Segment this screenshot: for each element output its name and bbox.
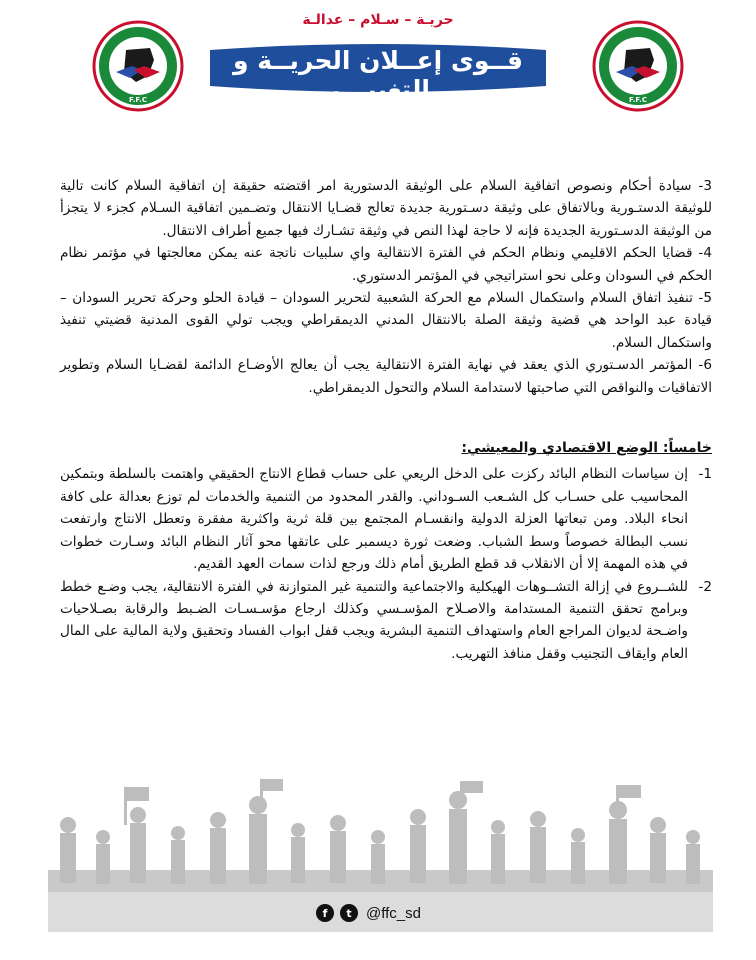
logo-text: F.F.C — [129, 96, 147, 104]
ffc-logo-left — [92, 20, 184, 112]
social-links — [316, 903, 421, 923]
paragraph-6: 6- المؤتمر الدسـتوري الذي يعقد في نهاية الفترة الانتقالية يجب أن يعالج الأوضـاع الدائمة لقضـايا السلام وتطوير الاتفاقيات والنواقص التي صاحبتها لاستدامة السلام والتحول الديمقراطي. — [60, 357, 712, 396]
paragraph-3: 3- سيادة أحكام ونصوص اتفاقية السلام على الوثيقة الدستورية امر اقتضته حقيقة إن اتفاقية السلام كانت تالية للوثيقة الدستـورية وبالاتفاق على وثيقة دسـتورية جديدة تعالج قضـايا الانتقال وتضـمين اتفاقية السـلام كجزء لا يتجزأ من الوثيقة الدسـتورية الجديدة فإنه لا حاجة لهذا النص في وثيقة تشـارك فيها جميع أطراف الانتقال. — [60, 178, 712, 239]
facebook-icon[interactable]: f — [316, 904, 334, 922]
twitter-icon[interactable]: t — [340, 904, 358, 922]
paragraph-5: 5- تنفيذ اتفاق السلام واستكمال السلام مع الحركة الشعبية لتحرير السودان – قيادة الحلو وحركة تحرير السودان – قيادة عبد الواحد هي قضية وثيقة الصلة بالانتقال المدني الديمقراطي ويجب تولي القوى المدنية قضيتي تنفيذ واستكمال السلام. — [60, 290, 712, 351]
organization-title: قــوى إعــلان الحريــة و التغييـــر — [233, 46, 523, 104]
item-number: 1- — [698, 466, 712, 483]
letterhead — [0, 0, 756, 120]
item-number: 2- — [698, 578, 712, 595]
item-text: للشــروع في إزالة التشــوهات الهيكلية والاجتماعية والتنمية غير المتوازنة في الفترة الانتقالية، يجب وضـع خطط وبرامج تحقق التنمية المستدامة والاصـلاح المؤسـسي وكذلك ارجاع مؤسـسـات الضـبط والرقابة بصـلاحيات واضـحة لديوان المراجع العام واستهداف التنمية البشرية ويجب قفل ابواب الفساد وتحقيق ولاية المالية على المال العام وايقاف التجنيب وقفل منافذ التهريب. — [60, 578, 688, 662]
ffc-logo-right — [592, 20, 684, 112]
social-handle[interactable]: @ffc_sd — [366, 904, 421, 922]
list-item — [60, 463, 712, 575]
document-body — [60, 175, 712, 665]
logo-text: F.F.C — [629, 96, 647, 104]
item-text: إن سياسات النظام البائد ركزت على الدخل الريعي على حساب قطاع الانتاج الحقيقي واهتمت بالسلطة وبتمكين المحاسيب على حسـاب كل الشـعب السـوداني. والقدر المحدود من التنمية والخدمات لم توزع بعدالة على كافة انحاء البلاد. ومن تبعاتها العزلة الدولية وانقسـام المجتمع بين قلة ثرية واكثرية مفقرة وتعطل الانتاج وارتفعت نسب البطالة خصوصاً وسط الشباب. وضعت ثورة ديسمبر على عاتقها محو آثار النظام البائد وسـارت خطوات في هذه المهمة إلا أن الانقلاب قد قطع الطريق أمام ذلك ورجع لذات سمات العهد القديم. — [60, 466, 688, 573]
paragraph-4: 4- قضايا الحكم الاقليمي ونظام الحكم في الفترة الانتقالية واي سلبيات ناتجة عنه يمكن معالجتها في مؤتمر نظام الحكم في السودان وعلى نحو استراتيجي في المؤتمر الدستوري. — [60, 245, 712, 284]
section-title: خامساً: الوضع الاقتصادي والمعيشي: — [461, 440, 712, 457]
motto: حريـة – سـلام – عدالـة — [302, 12, 454, 28]
spacer — [60, 399, 712, 437]
list-item — [60, 576, 712, 666]
